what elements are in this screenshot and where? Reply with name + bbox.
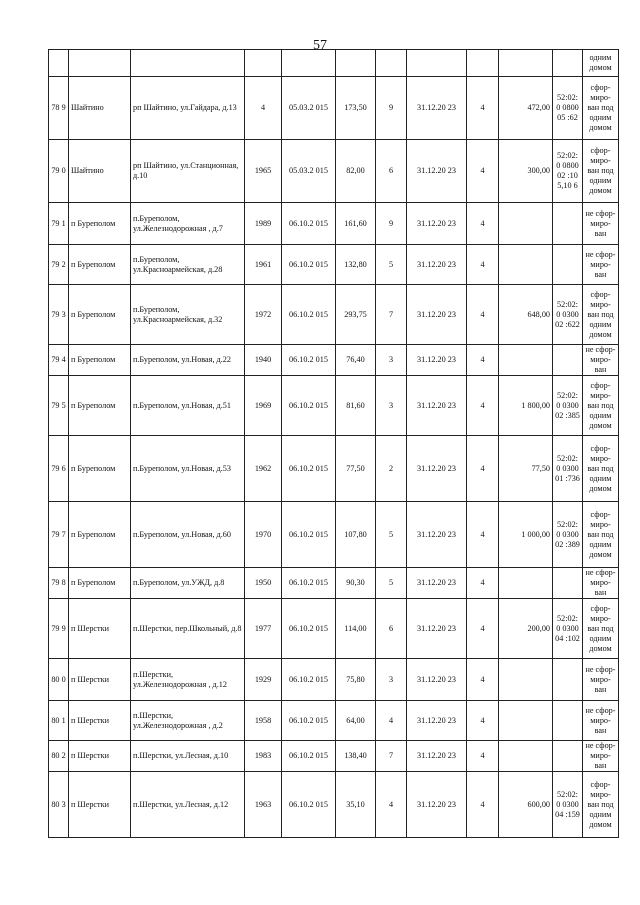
cell-sum	[499, 245, 553, 285]
cell-area: 132,80	[336, 245, 376, 285]
cell-floors: 7	[376, 285, 407, 345]
cell-status: не сфор- миро- ван	[583, 203, 619, 245]
cell-row-number: 79 7	[49, 502, 69, 568]
cell-sum	[499, 659, 553, 701]
cell-row-number: 79 2	[49, 245, 69, 285]
cell-group: 4	[467, 772, 499, 838]
cell-sum: 472,00	[499, 77, 553, 140]
cell-inspection-date: 31.12.20 23	[407, 502, 467, 568]
cell-cadastral-number: 52:02:0 080005 :62	[553, 77, 583, 140]
table-row	[49, 599, 619, 659]
cell-inspection-date: 31.12.20 23	[407, 659, 467, 701]
cell-cadastral-number	[553, 245, 583, 285]
cell-status: не сфор- миро- ван	[583, 741, 619, 772]
cell-locality: п Буреполом	[69, 345, 131, 376]
cell-area: 138,40	[336, 741, 376, 772]
cell-year: 1961	[245, 245, 282, 285]
cell-group: 4	[467, 140, 499, 203]
cell-sum: 300,00	[499, 140, 553, 203]
cell-floors: 3	[376, 345, 407, 376]
cell-date: 06.10.2 015	[282, 502, 336, 568]
cell-address: п.Буреполом, ул.Новая, д.51	[131, 376, 245, 436]
cell-status: не сфор- миро- ван	[583, 245, 619, 285]
cell-sum: 200,00	[499, 599, 553, 659]
cell-inspection-date: 31.12.20 23	[407, 285, 467, 345]
cell-status: сфор- миро- ван под одним домом	[583, 376, 619, 436]
cell-address: п.Буреполом, ул.УЖД, д.8	[131, 568, 245, 599]
cell-floors: 3	[376, 659, 407, 701]
cell-group: 4	[467, 701, 499, 741]
cell-date: 05.03.2 015	[282, 77, 336, 140]
cell-date: 06.10.2 015	[282, 772, 336, 838]
cell-status: одним домом	[583, 50, 619, 77]
cell-date: 06.10.2 015	[282, 285, 336, 345]
cell-address: п.Шерстки, ул.Железнодорожная , д.2	[131, 701, 245, 741]
cell-year: 1940	[245, 345, 282, 376]
cell-group: 4	[467, 376, 499, 436]
cell-locality: п Шерстки	[69, 659, 131, 701]
cell-floors: 3	[376, 376, 407, 436]
cell-cadastral-number	[553, 203, 583, 245]
cell-date: 06.10.2 015	[282, 345, 336, 376]
cell-status: сфор- миро- ван под одним домом	[583, 772, 619, 838]
cell-inspection-date: 31.12.20 23	[407, 77, 467, 140]
cell-inspection-date: 31.12.20 23	[407, 741, 467, 772]
cell-row-number: 80 2	[49, 741, 69, 772]
cell-group: 4	[467, 436, 499, 502]
cell-sum: 600,00	[499, 772, 553, 838]
cell-row-number: 79 5	[49, 376, 69, 436]
table-row	[49, 659, 619, 701]
cell-date: 06.10.2 015	[282, 741, 336, 772]
cell-group: 4	[467, 345, 499, 376]
table-row	[49, 140, 619, 203]
cell-year: 1970	[245, 502, 282, 568]
cell-cadastral-number: 52:02:0 030002 :389	[553, 502, 583, 568]
cell-row-number: 80 0	[49, 659, 69, 701]
cell-locality: п Буреполом	[69, 436, 131, 502]
cell-row-number: 79 1	[49, 203, 69, 245]
cell-floors: 9	[376, 203, 407, 245]
cell-address: п.Буреполом, ул.Красноармейская, д.28	[131, 245, 245, 285]
cell-group: 4	[467, 659, 499, 701]
cell-inspection-date: 31.12.20 23	[407, 203, 467, 245]
cell-year: 1977	[245, 599, 282, 659]
cell-row-number: 78 9	[49, 77, 69, 140]
cell-sum: 1 000,00	[499, 502, 553, 568]
table-row	[49, 203, 619, 245]
cell-cadastral-number	[553, 741, 583, 772]
cell-status: не сфор- миро- ван	[583, 345, 619, 376]
cell-inspection-date: 31.12.20 23	[407, 140, 467, 203]
cell-address: п.Буреполом, ул.Железнодорожная , д.7	[131, 203, 245, 245]
cell-row-number: 79 9	[49, 599, 69, 659]
cell-year: 1989	[245, 203, 282, 245]
table-row	[49, 285, 619, 345]
cell-address: п.Буреполом, ул.Новая, д.53	[131, 436, 245, 502]
cell-inspection-date: 31.12.20 23	[407, 772, 467, 838]
cell-inspection-date: 31.12.20 23	[407, 245, 467, 285]
cell-sum: 648,00	[499, 285, 553, 345]
cell-locality: п Буреполом	[69, 285, 131, 345]
cell-locality: Шайтино	[69, 77, 131, 140]
cell-date: 06.10.2 015	[282, 203, 336, 245]
cell-area: 77,50	[336, 436, 376, 502]
cell-locality: п Буреполом	[69, 203, 131, 245]
cell-date: 06.10.2 015	[282, 245, 336, 285]
cell-status: не сфор- миро- ван	[583, 659, 619, 701]
cell-floors: 4	[376, 772, 407, 838]
cell-address: п.Шерстки, ул.Лесная, д.10	[131, 741, 245, 772]
cell-area: 161,60	[336, 203, 376, 245]
cell-locality: п Шерстки	[69, 599, 131, 659]
cell-cadastral-number	[553, 568, 583, 599]
table-row	[49, 741, 619, 772]
cell-group: 4	[467, 599, 499, 659]
cell-cadastral-number: 52:02:0 030002 :622	[553, 285, 583, 345]
table-row	[49, 772, 619, 838]
cell-inspection-date: 31.12.20 23	[407, 599, 467, 659]
page-number: 57	[313, 38, 327, 53]
cell-group: 4	[467, 285, 499, 345]
cell-inspection-date: 31.12.20 23	[407, 568, 467, 599]
cell-cadastral-number	[553, 345, 583, 376]
cell-group: 4	[467, 203, 499, 245]
cell-cadastral-number: 52:02:0 080002 :105,10 6	[553, 140, 583, 203]
cell-address: п.Шерстки, ул.Железнодорожная , д.12	[131, 659, 245, 701]
cell-locality: п Буреполом	[69, 568, 131, 599]
cell-locality: п Буреполом	[69, 245, 131, 285]
cell-date: 06.10.2 015	[282, 659, 336, 701]
table-row	[49, 345, 619, 376]
cell-date: 06.10.2 015	[282, 701, 336, 741]
cell-date: 06.10.2 015	[282, 436, 336, 502]
cell-inspection-date: 31.12.20 23	[407, 436, 467, 502]
cell-sum	[499, 345, 553, 376]
cell-year: 1965	[245, 140, 282, 203]
cell-area: 81,60	[336, 376, 376, 436]
cell-group: 4	[467, 245, 499, 285]
cell-status: не сфор- миро- ван	[583, 701, 619, 741]
cell-group: 4	[467, 502, 499, 568]
cell-address: рп Шайтино, ул.Гайдара, д.13	[131, 77, 245, 140]
cell-area: 35,10	[336, 772, 376, 838]
cell-address: п.Буреполом, ул.Новая, д.60	[131, 502, 245, 568]
cell-cadastral-number	[553, 701, 583, 741]
cell-year: 1969	[245, 376, 282, 436]
table-body	[49, 50, 619, 838]
cell-inspection-date: 31.12.20 23	[407, 701, 467, 741]
cell-year: 1963	[245, 772, 282, 838]
cell-status: сфор- миро- ван под одним домом	[583, 502, 619, 568]
cell-row-number: 79 3	[49, 285, 69, 345]
cell-sum	[499, 701, 553, 741]
cell-floors: 2	[376, 436, 407, 502]
cell-year: 1983	[245, 741, 282, 772]
cell-address: п.Буреполом, ул.Новая, д.22	[131, 345, 245, 376]
table-row	[49, 245, 619, 285]
cell-cadastral-number: 52:02:0 030002 :385	[553, 376, 583, 436]
cell-year: 1950	[245, 568, 282, 599]
cell-row-number: 79 0	[49, 140, 69, 203]
cell-sum	[499, 741, 553, 772]
cell-floors: 7	[376, 741, 407, 772]
cell-locality: п Шерстки	[69, 772, 131, 838]
cell-row-number: 79 6	[49, 436, 69, 502]
table-row	[49, 436, 619, 502]
cell-group: 4	[467, 741, 499, 772]
cell-status: сфор- миро- ван под одним домом	[583, 436, 619, 502]
cell-address: п.Шерстки, ул.Лесная, д.12	[131, 772, 245, 838]
cell-locality: п Буреполом	[69, 376, 131, 436]
cell-status: сфор- миро- ван под одним домом	[583, 140, 619, 203]
cell-cadastral-number: 52:02:0 030004 :159	[553, 772, 583, 838]
cell-area: 75,80	[336, 659, 376, 701]
cell-area: 173,50	[336, 77, 376, 140]
cell-sum: 77,50	[499, 436, 553, 502]
table-row	[49, 77, 619, 140]
cell-row-number: 80 3	[49, 772, 69, 838]
table-row-continued	[49, 50, 619, 77]
cell-year: 4	[245, 77, 282, 140]
cell-cadastral-number	[553, 659, 583, 701]
cell-group: 4	[467, 77, 499, 140]
cell-inspection-date: 31.12.20 23	[407, 345, 467, 376]
cell-area: 82,00	[336, 140, 376, 203]
cell-floors: 6	[376, 599, 407, 659]
cell-locality: п Шерстки	[69, 741, 131, 772]
cell-year: 1958	[245, 701, 282, 741]
cell-date: 06.10.2 015	[282, 376, 336, 436]
cell-inspection-date: 31.12.20 23	[407, 376, 467, 436]
cell-area: 90,30	[336, 568, 376, 599]
table-row	[49, 376, 619, 436]
cell-status: сфор- миро- ван под одним домом	[583, 285, 619, 345]
cell-locality: Шайтино	[69, 140, 131, 203]
cell-floors: 6	[376, 140, 407, 203]
cell-floors: 5	[376, 502, 407, 568]
cell-year: 1972	[245, 285, 282, 345]
cell-area: 76,40	[336, 345, 376, 376]
cell-address: п.Буреполом, ул.Красноармейская, д.32	[131, 285, 245, 345]
cell-floors: 9	[376, 77, 407, 140]
table-row	[49, 568, 619, 599]
cell-floors: 5	[376, 245, 407, 285]
cell-date: 06.10.2 015	[282, 568, 336, 599]
cell-row-number: 79 8	[49, 568, 69, 599]
cell-locality: п Шерстки	[69, 701, 131, 741]
cell-address: рп Шайтино, ул.Станционная, д.10	[131, 140, 245, 203]
cell-cadastral-number: 52:02:0 030001 :736	[553, 436, 583, 502]
cell-year: 1962	[245, 436, 282, 502]
cell-status: сфор- миро- ван под одним домом	[583, 77, 619, 140]
cell-floors: 4	[376, 701, 407, 741]
table-row	[49, 701, 619, 741]
cell-cadastral-number: 52:02:0 030004 :102	[553, 599, 583, 659]
cell-area: 293,75	[336, 285, 376, 345]
table-row	[49, 502, 619, 568]
cell-sum	[499, 568, 553, 599]
cell-locality: п Буреполом	[69, 502, 131, 568]
cell-row-number: 79 4	[49, 345, 69, 376]
cell-status: сфор- миро- ван под одним домом	[583, 599, 619, 659]
cell-year: 1929	[245, 659, 282, 701]
cell-row-number: 80 1	[49, 701, 69, 741]
cell-group: 4	[467, 568, 499, 599]
cell-sum: 1 800,00	[499, 376, 553, 436]
cell-area: 64,00	[336, 701, 376, 741]
cell-date: 06.10.2 015	[282, 599, 336, 659]
cell-floors: 5	[376, 568, 407, 599]
cell-area: 107,80	[336, 502, 376, 568]
cell-date: 05.03.2 015	[282, 140, 336, 203]
cell-status: не сфор- миро- ван	[583, 568, 619, 599]
cell-sum	[499, 203, 553, 245]
cell-area: 114,00	[336, 599, 376, 659]
housing-registry-table	[48, 49, 619, 838]
cell-address: п.Шерстки, пер.Школьный, д.8	[131, 599, 245, 659]
